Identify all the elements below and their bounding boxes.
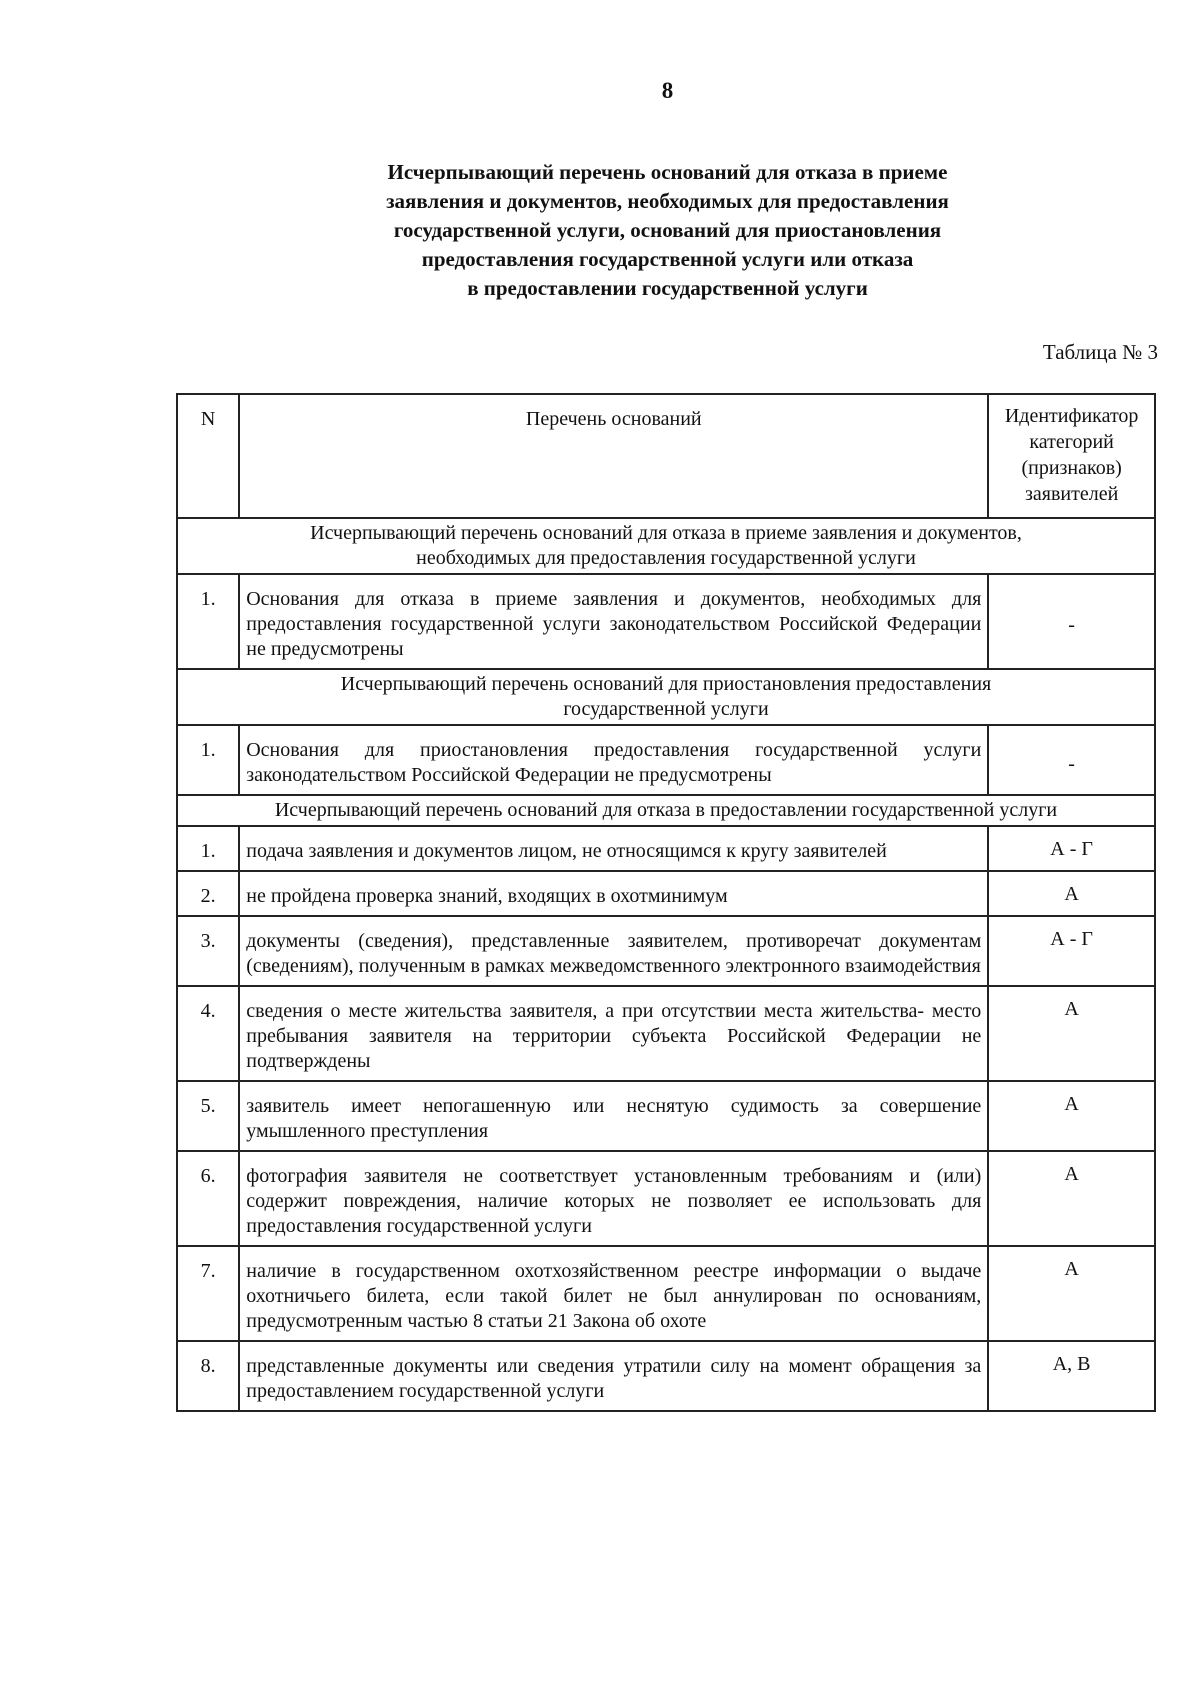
section-title-line: необходимых для предоставления государственной услуги (416, 547, 916, 569)
row-number: 1. (177, 574, 239, 669)
section-header-row (177, 795, 1155, 826)
header-identifier-line: (признаков) (1021, 457, 1122, 479)
row-identifier: А - Г (988, 826, 1155, 871)
row-identifier: А - Г (988, 916, 1155, 986)
table-row (177, 1151, 1155, 1246)
header-identifier-line: заявителей (1024, 483, 1119, 505)
row-text: не пройдена проверка знаний, входящих в охотминимум (239, 871, 988, 916)
title-line: Исчерпывающий перечень оснований для отказа в приеме (387, 160, 948, 184)
row-text: документы (сведения), представленные заявителем, противоречат документам (сведениям), полученным в рамках межведомственного электронного взаимодействия (239, 916, 988, 986)
section-header-row (177, 518, 1155, 574)
section-header-row (177, 669, 1155, 725)
row-number: 7. (177, 1246, 239, 1341)
table-row (177, 1341, 1155, 1411)
table-row (177, 725, 1155, 795)
table-row (177, 1246, 1155, 1341)
header-reasons: Перечень оснований (239, 394, 988, 518)
header-identifier (988, 394, 1155, 518)
header-identifier-line: Идентификатор (1004, 405, 1139, 427)
table-row (177, 574, 1155, 669)
row-text: наличие в государственном охотхозяйственном реестре информации о выдаче охотничьего билета, если такой билет не был аннулирован по основаниям, предусмотренным частью 8 статьи 21 Закона об охоте (239, 1246, 988, 1341)
table-row (177, 1081, 1155, 1151)
row-number: 2. (177, 871, 239, 916)
row-identifier: А (988, 1081, 1155, 1151)
page-number: 8 (661, 78, 674, 103)
row-text: фотография заявителя не соответствует установленным требованиям и (или) содержит повреждения, наличие которых не позволяет ее использовать для предоставления государственной услуги (239, 1151, 988, 1246)
header-identifier-line: категорий (1029, 431, 1114, 453)
row-identifier: А (988, 986, 1155, 1081)
title-line: в предоставлении государственной услуги (467, 276, 868, 300)
table-row (177, 871, 1155, 916)
table-header-row (177, 394, 1155, 518)
row-text: представленные документы или сведения утратили силу на момент обращения за предоставлением государственной услуги (239, 1341, 988, 1411)
row-text: Основания для отказа в приеме заявления и документов, необходимых для предоставления государственной услуги законодательством Российской Федерации не предусмотрены (239, 574, 988, 669)
row-text: сведения о месте жительства заявителя, а при отсутствии места жительства- место пребывания заявителя на территории субъекта Российской Федерации не подтверждены (239, 986, 988, 1081)
row-identifier: - (988, 725, 1155, 795)
title-line: предоставления государственной услуги или отказа (421, 247, 914, 271)
row-number: 1. (177, 826, 239, 871)
row-number: 4. (177, 986, 239, 1081)
table-row (177, 986, 1155, 1081)
table-label: Таблица № 3 (1042, 340, 1158, 364)
table-row (177, 916, 1155, 986)
title-line: государственной услуги, оснований для приостановления (393, 218, 942, 242)
section-title (177, 795, 1155, 826)
section-title-line: Исчерпывающий перечень оснований для отказа в предоставлении государственной услуги (274, 799, 1058, 821)
row-number: 6. (177, 1151, 239, 1246)
header-number: N (177, 394, 239, 518)
row-text: подача заявления и документов лицом, не относящимся к кругу заявителей (239, 826, 988, 871)
row-number: 3. (177, 916, 239, 986)
title-line: заявления и документов, необходимых для предоставления (386, 189, 949, 213)
reasons-table (176, 393, 1156, 1412)
section-title-line: государственной услуги (563, 698, 769, 720)
row-identifier: А, В (988, 1341, 1155, 1411)
row-identifier: А (988, 871, 1155, 916)
row-number: 1. (177, 725, 239, 795)
row-text: Основания для приостановления предоставления государственной услуги законодательством Российской Федерации не предусмотрены (239, 725, 988, 795)
row-identifier: - (988, 574, 1155, 669)
section-title (177, 669, 1155, 725)
row-number: 8. (177, 1341, 239, 1411)
section-title (177, 518, 1155, 574)
row-identifier: А (988, 1151, 1155, 1246)
row-identifier: А (988, 1246, 1155, 1341)
section-title-line: Исчерпывающий перечень оснований для отказа в приеме заявления и документов, (310, 522, 1022, 544)
row-number: 5. (177, 1081, 239, 1151)
row-text: заявитель имеет непогашенную или неснятую судимость за совершение умышленного преступления (239, 1081, 988, 1151)
document-title (0, 158, 1200, 303)
section-title-line: Исчерпывающий перечень оснований для приостановления предоставления (340, 673, 992, 695)
table-row (177, 826, 1155, 871)
